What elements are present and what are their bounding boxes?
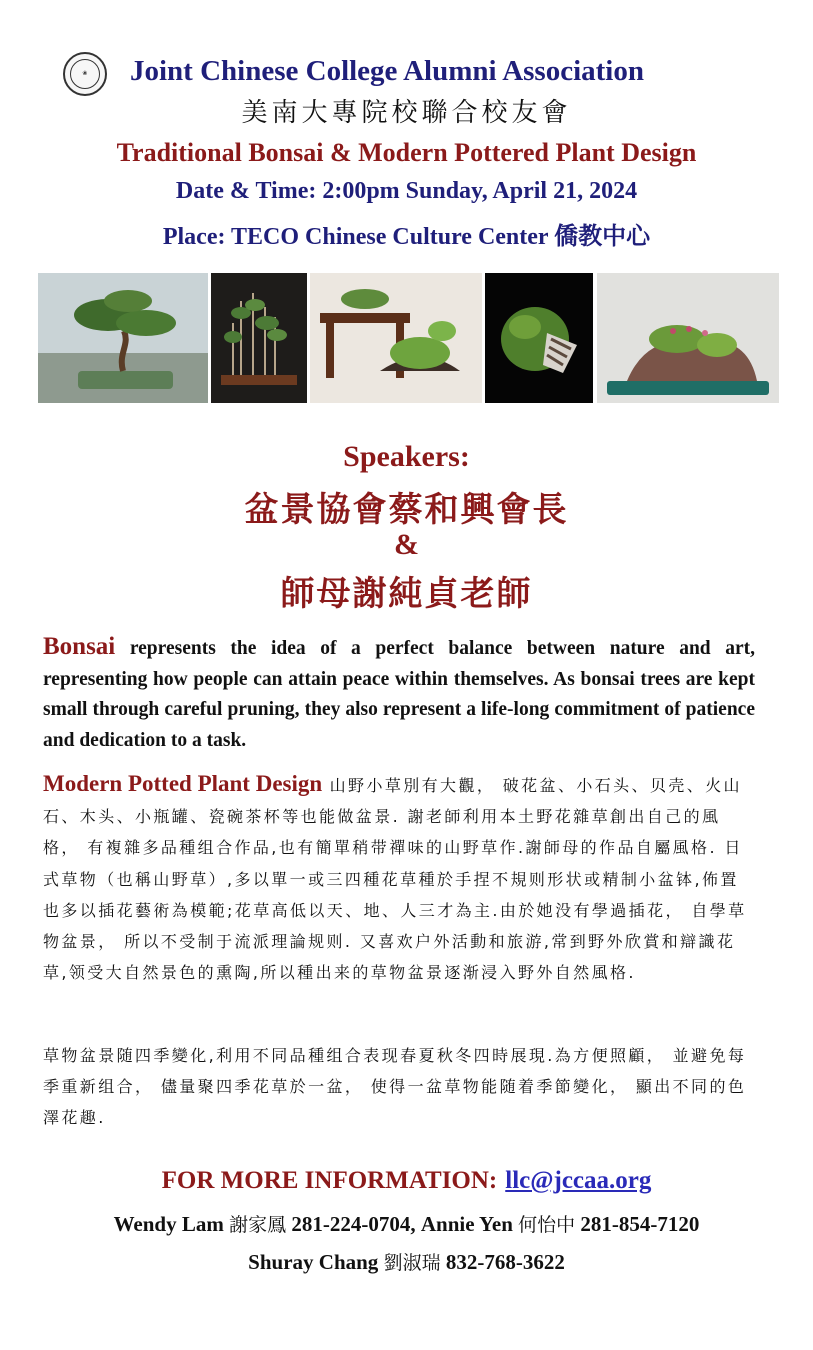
bonsai-photo-3 [310, 273, 482, 403]
contact-2-chinese-name: 何怡中 [518, 1214, 576, 1236]
org-name-chinese: 美南大專院校聯合校友會 [241, 98, 572, 127]
bonsai-paragraph [43, 632, 755, 756]
logo-seal-icon: ❀ [70, 59, 100, 89]
contact-3-phone: 832-768-3622 [445, 1250, 565, 1274]
modern-text: 山野小草別有大觀， 破花盆、小石头、贝壳、火山石、木头、小瓶罐、瓷碗茶杯等也能做盆景. 謝老師利用本土野花雜草創出自己的風格， 有複雜多品種组合作品,也有簡單稍带禪味的山野草作.謝師母的作品自屬風格. 日式草物（也稱山野草）,多以單一或三四種花草種於手捏不規则形状或精制小盆钵,佈置也多以插花藝術為模範;花草高低以天、地、人三才為主.由於她没有學過插花， 自學草物盆景， 所以不受制于流派理論规则. 又喜欢户外活動和旅游,常到野外欣賞和辯識花草,领受大自然景色的熏陶,所以種出来的草物盆景逐渐浸入野外自然風格. [43, 776, 747, 983]
contact-3-chinese-name: 劉淑瑞 [383, 1252, 441, 1274]
event-place: Place: TECO Chinese Culture Center 僑教中心 [162, 224, 651, 250]
season-paragraph: 草物盆景随四季變化,利用不同品種组合表现春夏秋冬四時展現.為方便照顧， 並避免每季重新组合， 儘量聚四季花草於一盆， 使得一盆草物能随着季節變化， 顯出不同的色澤花趣. [43, 1046, 747, 1128]
contacts-line-1 [0, 1210, 813, 1237]
event-title: Traditional Bonsai & Modern Pottered Plant Design [116, 138, 697, 167]
modern-design-paragraph [43, 768, 755, 988]
more-info-label: FOR MORE INFORMATION: [161, 1167, 498, 1194]
org-name: Joint Chinese College Alumni Association [130, 55, 644, 87]
bonsai-text: represents the idea of a perfect balance between nature and art, representing how people can attain peace within themselves. As bonsai trees are kept small through careful pruning, they also represent a life-long commitment of patience and dedication to a task. [43, 638, 755, 751]
speakers-ampersand: & [394, 528, 419, 561]
bonsai-photo-2 [211, 273, 307, 403]
contact-1-phone: 281-224-0704, [291, 1212, 416, 1236]
contact-2-name: Annie Yen [420, 1212, 513, 1236]
contact-1-name: Wendy Lam [113, 1212, 224, 1236]
bonsai-lead: Bonsai [43, 633, 116, 660]
speakers-label: Speakers: [343, 440, 470, 473]
contact-1-chinese-name: 謝家鳳 [229, 1214, 287, 1236]
contact-2-phone: 281-854-7120 [580, 1212, 700, 1236]
bonsai-photo-1 [38, 273, 208, 403]
association-logo [63, 52, 107, 96]
more-info-line [0, 1167, 813, 1195]
bonsai-photo-5 [597, 273, 779, 403]
speaker-2: 師母謝純貞老師 [280, 576, 533, 613]
modern-lead: Modern Potted Plant Design [43, 771, 323, 796]
bonsai-photo-4 [485, 273, 593, 403]
contacts-line-2 [0, 1248, 813, 1275]
event-date-time: Date & Time: 2:00pm Sunday, April 21, 2024 [175, 178, 638, 204]
email-link[interactable]: llc@jccaa.org [505, 1167, 652, 1194]
contact-3-name: Shuray Chang [248, 1250, 379, 1274]
speaker-1: 盆景協會蔡和興會長 [244, 492, 569, 529]
